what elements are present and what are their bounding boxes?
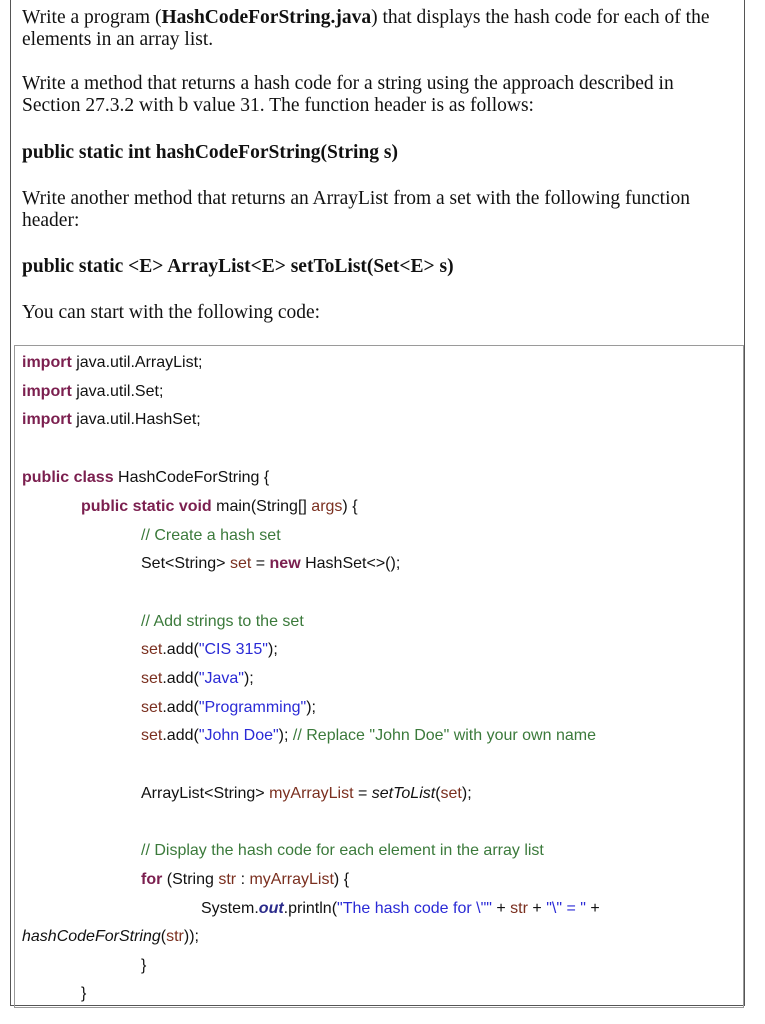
intro-text: ) that displays the hash code for each of the <box>371 7 710 28</box>
code-line-add-johndoe: set.add("John Doe"); // Replace "John Doe" with your own name <box>141 727 596 744</box>
settolist-method-header: public static <E> ArrayList<E> setToList(Set<E> s) <box>22 256 454 277</box>
code-line-set-decl: Set<String> set = new HashSet<>(); <box>141 555 401 572</box>
code-line-hashcall: hashCodeForString(str)); <box>22 928 199 945</box>
code-line-println: System.out.println("The hash code for \"" + str + "\" = " + <box>201 900 600 917</box>
start-text: You can start with the following code: <box>22 302 321 323</box>
intro-text: Write a program ( <box>22 7 162 28</box>
code-line-import-set: import java.util.Set; <box>22 383 164 400</box>
code-line-comment-add: // Add strings to the set <box>141 613 304 630</box>
method1-text: Write a method that returns a hash code for a string using the approach described in <box>22 73 674 94</box>
method1-text: Section 27.3.2 with b value 31. The function header is as follows: <box>22 95 534 116</box>
method2-paragraph <box>22 188 732 232</box>
code-line-comment-display: // Display the hash code for each element in the array list <box>141 842 544 859</box>
code-line-import-hashset: import java.util.HashSet; <box>22 411 201 428</box>
code-line-add-programming: set.add("Programming"); <box>141 699 316 716</box>
code-line-for-loop: for (String str : myArrayList) { <box>141 871 350 888</box>
method2-text: Write another method that returns an ArrayList from a set with the following function <box>22 188 690 209</box>
intro-paragraph <box>22 7 732 51</box>
code-line-class-decl: public class HashCodeForString { <box>22 469 270 486</box>
code-line-add-cis: set.add("CIS 315"); <box>141 641 278 658</box>
start-paragraph <box>22 302 732 324</box>
code-line-arraylist-decl: ArrayList<String> myArrayList = setToList(set); <box>141 785 472 802</box>
code-line-main-close: } <box>81 985 87 1002</box>
hashcode-method-header: public static int hashCodeForString(String s) <box>22 142 398 163</box>
code-line-for-close: } <box>141 957 147 974</box>
header2-paragraph <box>22 256 732 278</box>
code-line-import-arraylist: import java.util.ArrayList; <box>22 354 203 371</box>
code-line-comment-create: // Create a hash set <box>141 527 281 544</box>
intro-text: elements in an array list. <box>22 29 214 50</box>
header1-paragraph <box>22 142 732 164</box>
method2-text: header: <box>22 210 80 231</box>
method1-paragraph <box>22 73 732 117</box>
program-filename: HashCodeForString.java <box>161 7 372 28</box>
code-line-main-sig: public static void main(String[] args) { <box>81 498 358 515</box>
code-block <box>14 345 744 1008</box>
code-line-add-java: set.add("Java"); <box>141 670 254 687</box>
